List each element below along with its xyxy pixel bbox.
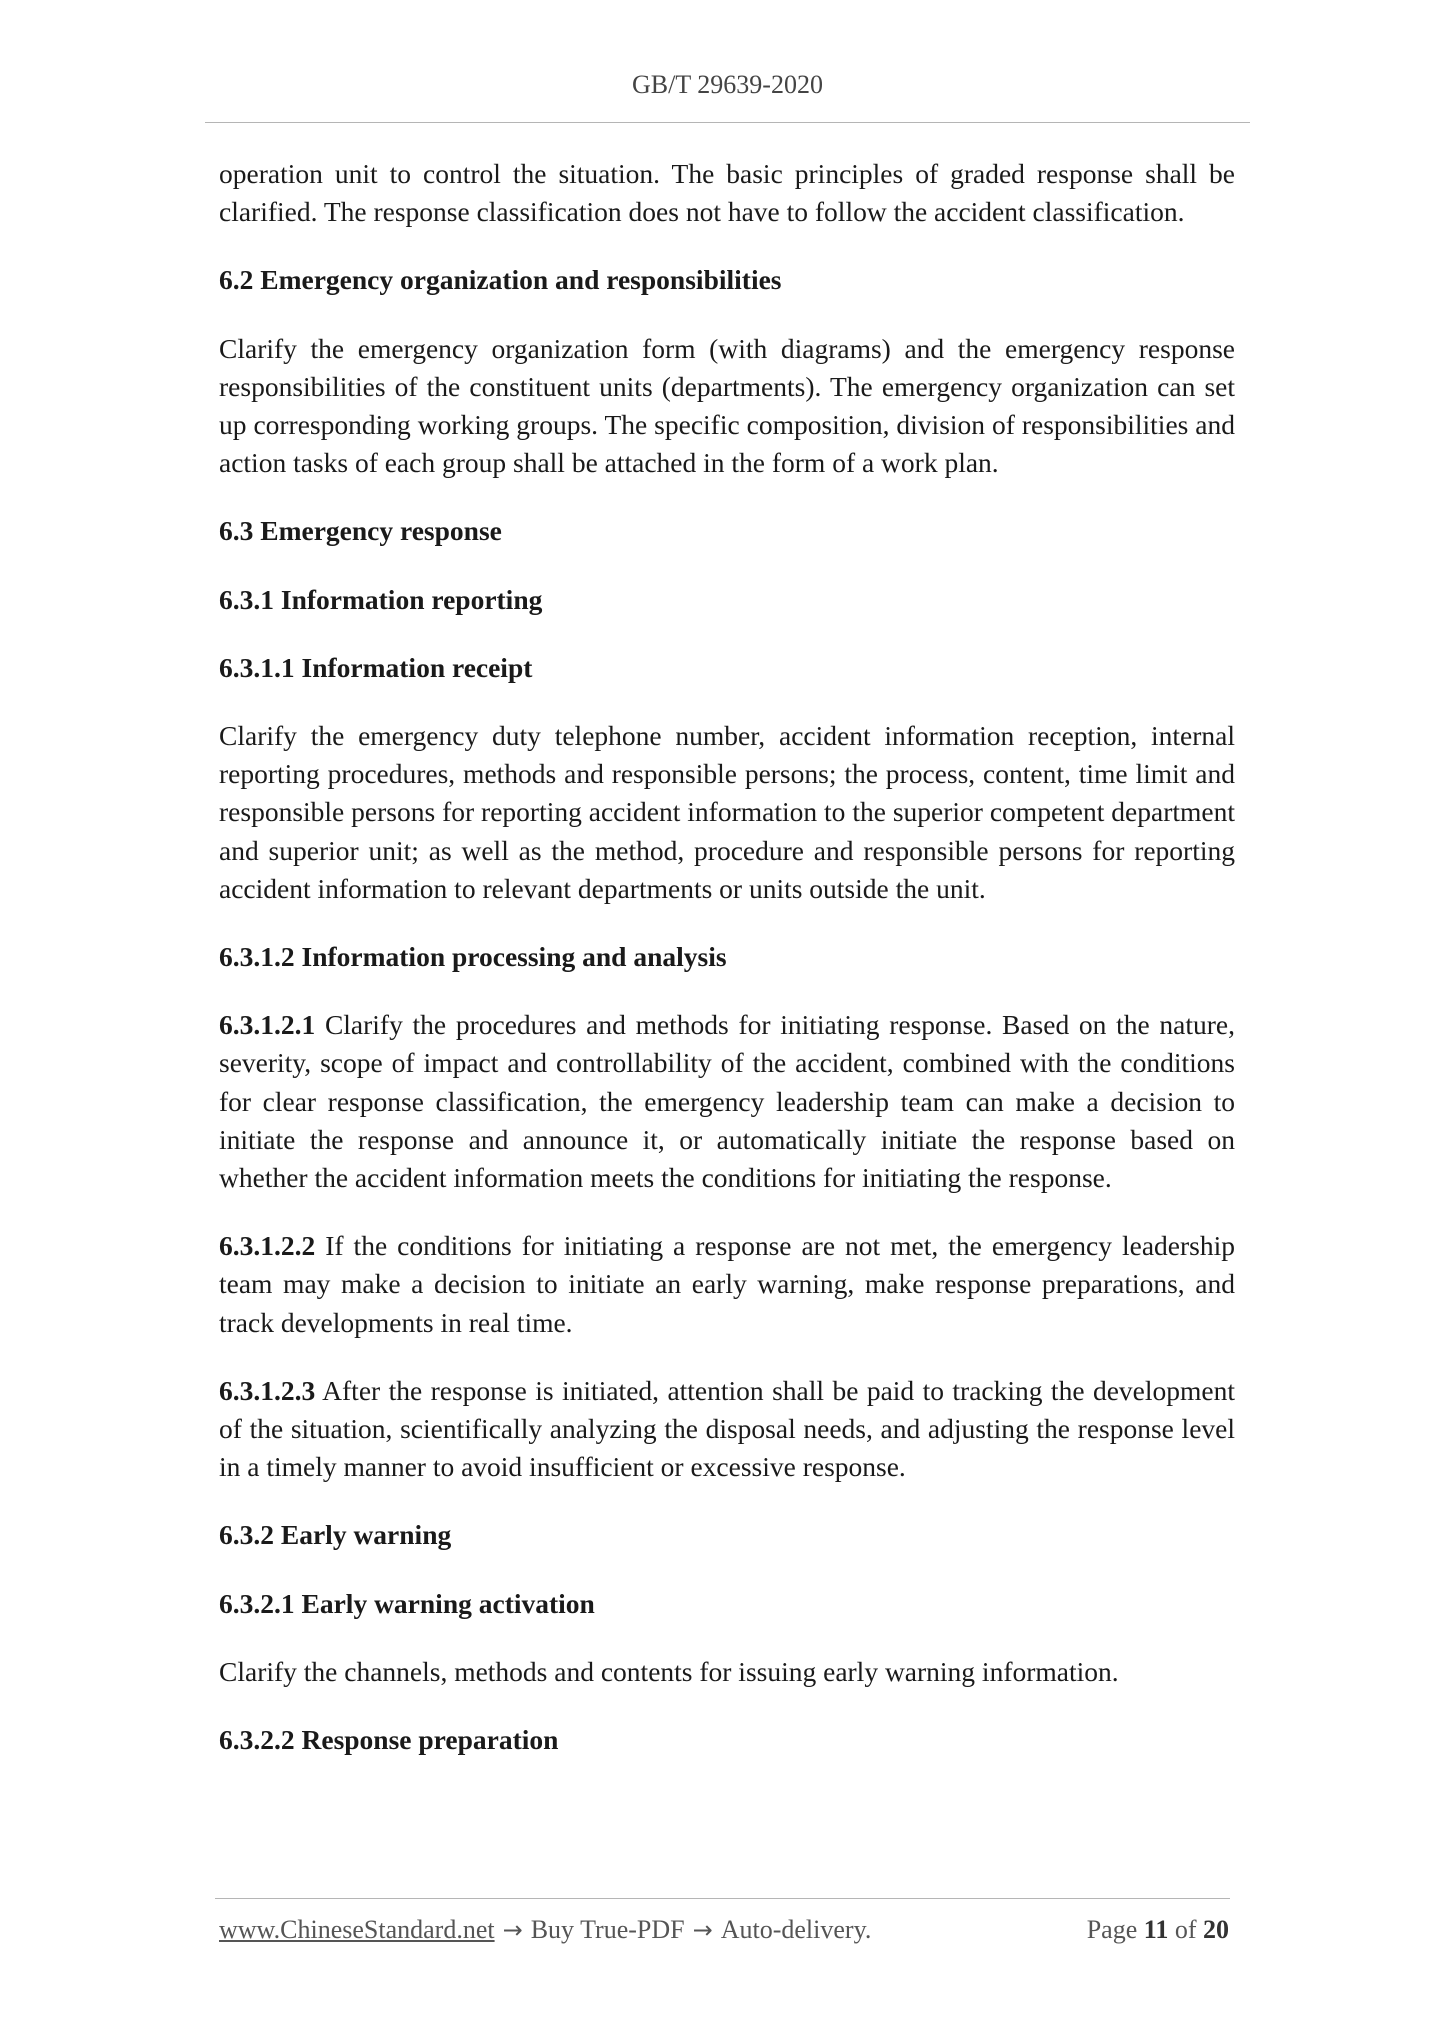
site-link[interactable]: www.ChineseStandard.net [219,1915,495,1944]
page-total: 20 [1203,1915,1229,1944]
heading-6-3-1-2: 6.3.1.2 Information processing and analysis [219,941,727,973]
page-of-label: of [1174,1915,1197,1944]
clause-number: 6.3.1.2.1 [219,1009,316,1041]
paragraph-6-3-1-1: Clarify the emergency duty telephone number, accident information reception, internal reporting procedures, methods and responsible persons; the process, content, time limit and responsible persons for reporting accident information to the superior competent department and superior unit; as well as the method, procedure and responsible persons for reporting accident information to relevant departments or units outside the unit. [219,720,1235,904]
heading-6-2: 6.2 Emergency organization and responsibilities [219,264,782,296]
heading-6-3-2-1: 6.3.2.1 Early warning activation [219,1587,595,1619]
header-divider [205,122,1250,123]
paragraph-intro: operation unit to control the situation. The basic principles of graded response shall be clarified. The response classification does not have to follow the accident classification. [219,158,1235,228]
heading-6-3-2: 6.3.2 Early warning [219,1519,452,1551]
paragraph-6-3-2-1: Clarify the channels, methods and contents for issuing early warning information. [219,1655,1119,1687]
clause-text: If the conditions for initiating a response are not met, the emergency leadership team may make a decision to initiate an early warning, make response preparations, and track developments in real time. [219,1230,1235,1338]
clause-6-3-1-2-2 [219,1227,1235,1342]
clause-6-3-1-2-1 [219,1006,1235,1197]
heading-6-3: 6.3 Emergency response [219,515,502,547]
page-indicator [1087,1915,1229,1945]
buy-text: Buy True-PDF [530,1915,685,1944]
clause-number: 6.3.1.2.2 [219,1230,316,1262]
page-label: Page [1086,1915,1138,1944]
clause-6-3-1-2-3 [219,1372,1235,1487]
right-arrow-icon: → [502,1916,523,1944]
page-body [219,155,1235,1789]
footer-promo [219,1915,871,1945]
running-header: GB/T 29639-2020 [632,70,823,99]
clause-number: 6.3.1.2.3 [219,1374,316,1406]
heading-6-3-2-2: 6.3.2.2 Response preparation [219,1724,559,1756]
right-arrow-icon: → [692,1916,713,1944]
heading-6-3-1: 6.3.1 Information reporting [219,583,543,615]
paragraph-6-2: Clarify the emergency organization form (with diagrams) and the emergency response responsibilities of the constituent units (departments). The emergency organization can set up corresponding working groups. The specific composition, division of responsibilities and action tasks of each group shall be attached in the form of a work plan. [219,332,1235,479]
footer-divider [215,1898,1230,1899]
delivery-text: Auto-delivery. [720,1915,872,1944]
clause-text: Clarify the procedures and methods for initiating response. Based on the nature, severity, scope of impact and controllability of the accident, combined with the conditions for clear response classification, the emergency leadership team can make a decision to initiate the response and announce it, or automatically initiate the response based on whether the accident information meets the conditions for initiating the response. [219,1009,1235,1194]
clause-text: After the response is initiated, attention shall be paid to tracking the development of the situation, scientifically analyzing the disposal needs, and adjusting the response level in a timely manner to avoid insufficient or excessive response. [219,1374,1235,1483]
heading-6-3-1-1: 6.3.1.1 Information receipt [219,651,533,683]
page-current: 11 [1143,1915,1169,1944]
